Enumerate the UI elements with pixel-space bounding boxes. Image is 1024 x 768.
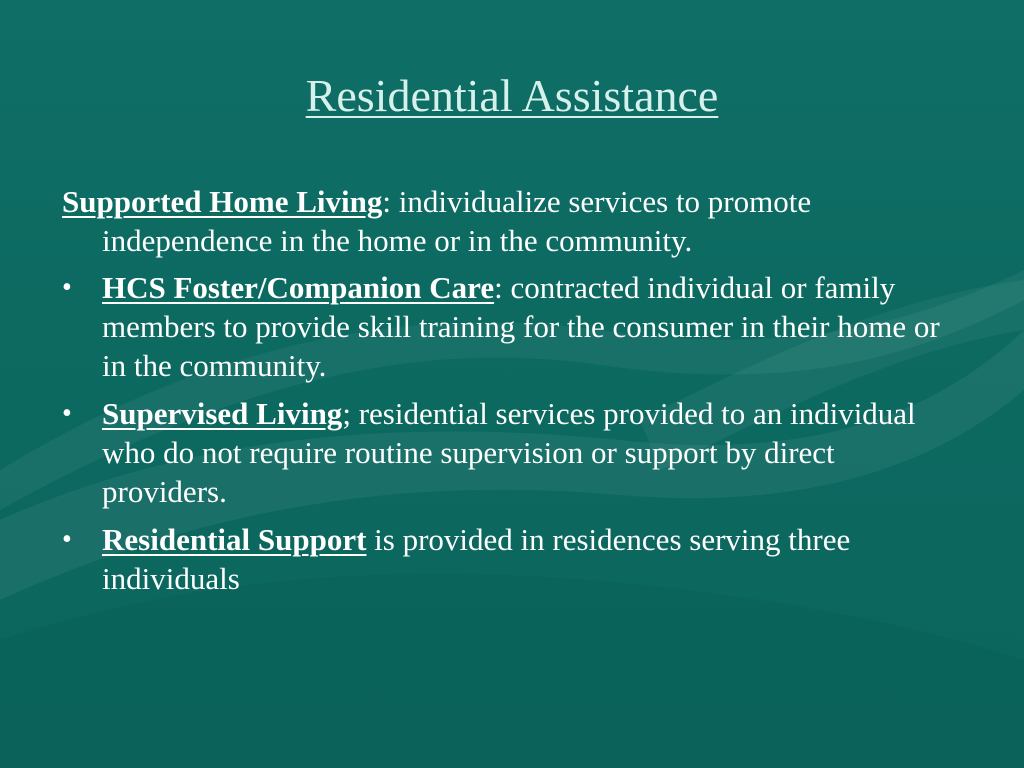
bullet-separator: ; <box>342 396 351 431</box>
bullet-text: residential services provided to an individual who do not require routine supervision or support by direct providers. <box>102 396 916 509</box>
bullet-item <box>62 520 962 598</box>
bullet-item <box>62 268 962 385</box>
bullet-icon: • <box>62 524 72 555</box>
bullet-term: HCS Foster/Companion Care <box>102 270 495 305</box>
bullet-item <box>62 394 962 511</box>
bullet-separator: : <box>494 270 503 305</box>
slide-title: Residential Assistance <box>305 70 719 121</box>
bullet-icon: • <box>62 272 72 303</box>
bullet-term: Residential Support <box>102 522 367 557</box>
bullet-term: Supervised Living <box>102 396 343 431</box>
bullet-text: is provided in residences serving three individuals <box>102 522 851 596</box>
intro-paragraph <box>62 182 962 260</box>
intro-term: Supported Home Living <box>62 184 383 219</box>
intro-separator: : <box>382 184 392 219</box>
bullet-icon: • <box>62 398 72 429</box>
bullet-text: contracted individual or family members to provide skill training for the consumer in their home or in the community. <box>102 270 940 383</box>
intro-text: individualize services to promote independence in the home or in the community. <box>102 184 812 258</box>
slide-body <box>62 182 962 607</box>
